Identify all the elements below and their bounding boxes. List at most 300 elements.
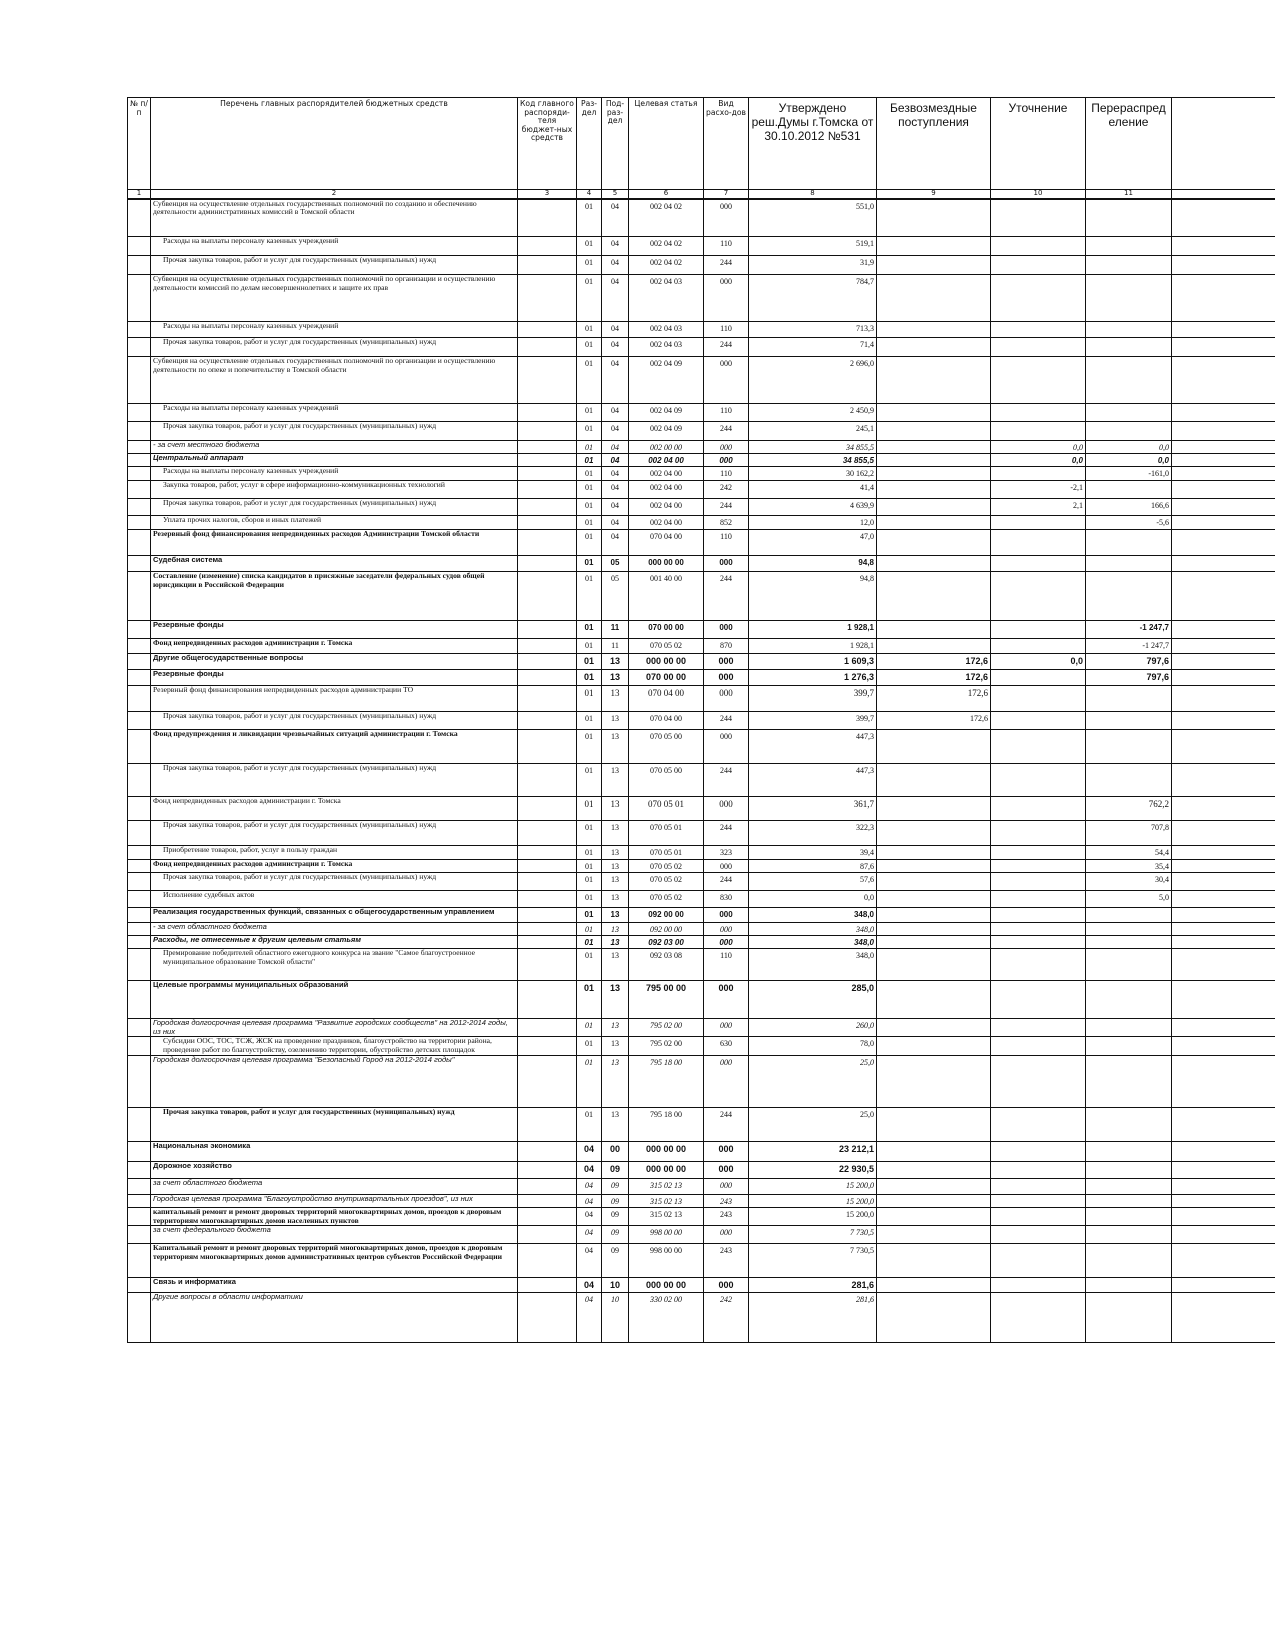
empty-cell — [1172, 1056, 1275, 1108]
table-row — [128, 621, 1275, 639]
row-vid: 243 — [704, 1195, 749, 1208]
empty-cell — [518, 275, 577, 322]
table-row — [128, 1037, 1275, 1056]
row-clarify — [991, 237, 1086, 256]
row-approved: 2 696,0 — [749, 357, 877, 404]
empty-cell — [128, 821, 151, 846]
row-free: 172,6 — [877, 686, 991, 712]
row-razdel: 04 — [577, 1208, 602, 1226]
row-clarify: 0,0 — [991, 441, 1086, 454]
row-razdel: 01 — [577, 654, 602, 670]
header-name: Перечень главных распорядителей бюджетных средств — [151, 98, 518, 190]
row-free — [877, 481, 991, 499]
row-vid: 000 — [704, 1019, 749, 1037]
row-approved: 57,6 — [749, 873, 877, 891]
table-row — [128, 422, 1275, 441]
row-article: 070 05 02 — [629, 860, 704, 873]
table-row — [128, 237, 1275, 256]
row-podrazdel: 04 — [602, 256, 629, 275]
empty-cell — [518, 338, 577, 357]
row-free — [877, 199, 991, 237]
empty-cell — [128, 481, 151, 499]
row-podrazdel: 04 — [602, 338, 629, 357]
row-razdel: 01 — [577, 357, 602, 404]
row-approved: 7 730,5 — [749, 1226, 877, 1244]
row-name: Расходы на выплаты персоналу казенных учреждений — [151, 467, 518, 481]
row-free — [877, 467, 991, 481]
table-body — [128, 199, 1275, 1343]
empty-cell — [1172, 908, 1275, 923]
empty-cell — [128, 797, 151, 821]
row-razdel: 01 — [577, 1056, 602, 1108]
row-clarify — [991, 686, 1086, 712]
row-free: 172,6 — [877, 670, 991, 686]
row-razdel: 01 — [577, 322, 602, 338]
row-name: Фонд непредвиденных расходов администрации г. Томска — [151, 797, 518, 821]
empty-cell — [1172, 860, 1275, 873]
row-article: 002 04 03 — [629, 338, 704, 357]
row-clarify — [991, 639, 1086, 654]
row-free — [877, 499, 991, 516]
row-approved: 1 928,1 — [749, 639, 877, 654]
empty-cell — [518, 981, 577, 1019]
row-redistribution — [1086, 1142, 1172, 1162]
row-razdel: 01 — [577, 481, 602, 499]
row-vid: 244 — [704, 338, 749, 357]
row-redistribution: 30,4 — [1086, 873, 1172, 891]
row-razdel: 01 — [577, 949, 602, 981]
row-podrazdel: 04 — [602, 441, 629, 454]
row-vid: 852 — [704, 516, 749, 530]
empty-cell — [518, 499, 577, 516]
row-razdel: 01 — [577, 499, 602, 516]
row-free — [877, 639, 991, 654]
row-redistribution — [1086, 1195, 1172, 1208]
row-podrazdel: 13 — [602, 846, 629, 860]
row-name: Городская целевая программа "Благоустройство внутриквартальных проездов", из них — [151, 1195, 518, 1208]
row-article: 002 04 00 — [629, 499, 704, 516]
row-free — [877, 1195, 991, 1208]
empty-cell — [518, 1037, 577, 1056]
row-free — [877, 1037, 991, 1056]
row-free: 172,6 — [877, 654, 991, 670]
row-podrazdel: 04 — [602, 530, 629, 556]
row-podrazdel: 13 — [602, 654, 629, 670]
row-clarify — [991, 1019, 1086, 1037]
row-redistribution — [1086, 1244, 1172, 1278]
empty-cell — [1172, 1108, 1275, 1142]
table-row — [128, 730, 1275, 764]
row-redistribution — [1086, 404, 1172, 422]
empty-cell — [128, 237, 151, 256]
row-redistribution — [1086, 923, 1172, 936]
empty-cell — [518, 256, 577, 275]
row-name: Закупка товаров, работ, услуг в сфере информационно-коммуникационных технологий — [151, 481, 518, 499]
empty-cell — [518, 199, 577, 237]
row-razdel: 01 — [577, 891, 602, 908]
row-razdel: 01 — [577, 846, 602, 860]
empty-cell — [128, 441, 151, 454]
row-redistribution: -5,6 — [1086, 516, 1172, 530]
table-row — [128, 1108, 1275, 1142]
table-row — [128, 1195, 1275, 1208]
row-vid: 000 — [704, 797, 749, 821]
row-podrazdel: 09 — [602, 1226, 629, 1244]
empty-cell — [128, 1142, 151, 1162]
row-redistribution: -1 247,7 — [1086, 621, 1172, 639]
row-article: 092 03 08 — [629, 949, 704, 981]
row-podrazdel: 13 — [602, 821, 629, 846]
row-clarify — [991, 256, 1086, 275]
row-approved: 1 276,3 — [749, 670, 877, 686]
row-approved: 22 930,5 — [749, 1162, 877, 1179]
empty-cell — [518, 670, 577, 686]
row-article: 070 05 01 — [629, 797, 704, 821]
row-vid: 000 — [704, 621, 749, 639]
table-row — [128, 891, 1275, 908]
table-row — [128, 639, 1275, 654]
row-clarify — [991, 199, 1086, 237]
empty-cell — [518, 821, 577, 846]
row-razdel: 01 — [577, 572, 602, 621]
row-redistribution: -161,0 — [1086, 467, 1172, 481]
empty-cell — [128, 1019, 151, 1037]
row-razdel: 04 — [577, 1293, 602, 1343]
row-podrazdel: 13 — [602, 670, 629, 686]
empty-cell — [1172, 654, 1275, 670]
row-free — [877, 1142, 991, 1162]
row-podrazdel: 04 — [602, 467, 629, 481]
empty-cell — [128, 338, 151, 357]
empty-cell — [518, 873, 577, 891]
table-row — [128, 764, 1275, 797]
empty-cell — [1172, 1019, 1275, 1037]
row-podrazdel: 09 — [602, 1162, 629, 1179]
row-vid: 244 — [704, 256, 749, 275]
column-number: 11 — [1086, 190, 1172, 199]
row-podrazdel: 04 — [602, 322, 629, 338]
row-clarify — [991, 1179, 1086, 1195]
empty-cell — [1172, 891, 1275, 908]
empty-cell — [1172, 516, 1275, 530]
row-podrazdel: 04 — [602, 499, 629, 516]
row-redistribution: 762,2 — [1086, 797, 1172, 821]
row-free — [877, 1162, 991, 1179]
row-name: Субсидии ООС, ТОС, ТСЖ, ЖСК на проведение праздников, благоустройство на территории района, проведение работ по благоустройству, озеленению территории, обустройство детских площадок — [151, 1037, 518, 1056]
row-podrazdel: 04 — [602, 454, 629, 467]
empty-cell — [518, 639, 577, 654]
row-article: 002 04 00 — [629, 454, 704, 467]
column-number: 10 — [991, 190, 1086, 199]
row-approved: 87,6 — [749, 860, 877, 873]
row-razdel: 04 — [577, 1179, 602, 1195]
row-name: Уплата прочих налогов, сборов и иных платежей — [151, 516, 518, 530]
row-clarify — [991, 1142, 1086, 1162]
row-name: Расходы на выплаты персоналу казенных учреждений — [151, 404, 518, 422]
row-razdel: 04 — [577, 1195, 602, 1208]
row-article: 998 00 00 — [629, 1244, 704, 1278]
empty-cell — [128, 256, 151, 275]
row-redistribution — [1086, 357, 1172, 404]
row-approved: 322,3 — [749, 821, 877, 846]
table-row — [128, 936, 1275, 949]
table-row — [128, 923, 1275, 936]
row-razdel: 04 — [577, 1226, 602, 1244]
empty-cell — [128, 499, 151, 516]
row-clarify — [991, 712, 1086, 730]
row-approved: 31,9 — [749, 256, 877, 275]
row-razdel: 01 — [577, 621, 602, 639]
column-number: 3 — [518, 190, 577, 199]
table-row — [128, 873, 1275, 891]
table-row — [128, 1019, 1275, 1037]
row-approved: 23 212,1 — [749, 1142, 877, 1162]
row-redistribution — [1086, 1037, 1172, 1056]
empty-cell — [1172, 441, 1275, 454]
empty-cell — [1172, 1226, 1275, 1244]
row-redistribution — [1086, 764, 1172, 797]
row-approved: 34 855,5 — [749, 441, 877, 454]
empty-cell — [128, 404, 151, 422]
row-podrazdel: 04 — [602, 404, 629, 422]
table-row — [128, 338, 1275, 357]
row-clarify — [991, 949, 1086, 981]
row-vid: 870 — [704, 639, 749, 654]
row-free — [877, 422, 991, 441]
row-free — [877, 530, 991, 556]
header-clarify: Уточнение — [991, 98, 1086, 190]
row-redistribution — [1086, 981, 1172, 1019]
row-razdel: 01 — [577, 1019, 602, 1037]
row-approved: 12,0 — [749, 516, 877, 530]
row-razdel: 01 — [577, 821, 602, 846]
row-approved: 7 730,5 — [749, 1244, 877, 1278]
row-razdel: 04 — [577, 1278, 602, 1293]
row-podrazdel: 13 — [602, 1056, 629, 1108]
empty-cell — [128, 1278, 151, 1293]
row-name: Городская долгосрочная целевая программа "Безопасный Город на 2012-2014 годы" — [151, 1056, 518, 1108]
row-podrazdel: 13 — [602, 981, 629, 1019]
row-podrazdel: 11 — [602, 621, 629, 639]
table-row — [128, 821, 1275, 846]
row-free — [877, 275, 991, 322]
row-clarify — [991, 1056, 1086, 1108]
empty-cell — [1172, 846, 1275, 860]
empty-cell — [1172, 639, 1275, 654]
header-code: Код главного распоряди-теля бюджет-ных средств — [518, 98, 577, 190]
row-article: 000 00 00 — [629, 1278, 704, 1293]
row-redistribution — [1086, 1293, 1172, 1343]
empty-cell — [128, 670, 151, 686]
row-vid: 000 — [704, 1179, 749, 1195]
row-vid: 630 — [704, 1037, 749, 1056]
row-clarify — [991, 1037, 1086, 1056]
row-approved: 15 200,0 — [749, 1208, 877, 1226]
row-vid: 830 — [704, 891, 749, 908]
row-redistribution — [1086, 949, 1172, 981]
empty-cell — [518, 1056, 577, 1108]
empty-cell — [128, 981, 151, 1019]
table-row — [128, 256, 1275, 275]
empty-cell — [1172, 1244, 1275, 1278]
row-clarify — [991, 322, 1086, 338]
table-row — [128, 1208, 1275, 1226]
row-podrazdel: 13 — [602, 1108, 629, 1142]
row-redistribution: 5,0 — [1086, 891, 1172, 908]
table-row — [128, 275, 1275, 322]
row-podrazdel: 04 — [602, 481, 629, 499]
row-razdel: 01 — [577, 1108, 602, 1142]
empty-cell — [1172, 686, 1275, 712]
row-razdel: 01 — [577, 256, 602, 275]
row-name: за счет федерального бюджета — [151, 1226, 518, 1244]
empty-cell — [128, 908, 151, 923]
empty-cell — [518, 322, 577, 338]
row-clarify: 2,1 — [991, 499, 1086, 516]
row-name: Прочая закупка товаров, работ и услуг для государственных (муниципальных) нужд — [151, 873, 518, 891]
row-article: 002 00 00 — [629, 441, 704, 454]
row-free — [877, 1019, 991, 1037]
header-vid: Вид расхо-дов — [704, 98, 749, 190]
row-podrazdel: 09 — [602, 1179, 629, 1195]
row-free — [877, 730, 991, 764]
empty-cell — [128, 873, 151, 891]
empty-cell — [1172, 797, 1275, 821]
row-name: Расходы на выплаты персоналу казенных учреждений — [151, 322, 518, 338]
row-name: за счет областного бюджета — [151, 1179, 518, 1195]
row-approved: 348,0 — [749, 923, 877, 936]
row-podrazdel: 13 — [602, 891, 629, 908]
table-row — [128, 1162, 1275, 1179]
empty-cell — [518, 404, 577, 422]
row-vid: 000 — [704, 1142, 749, 1162]
column-number: 7 — [704, 190, 749, 199]
row-article: 070 04 00 — [629, 530, 704, 556]
empty-cell — [518, 860, 577, 873]
row-article: 315 02 13 — [629, 1179, 704, 1195]
empty-cell — [1172, 730, 1275, 764]
row-podrazdel: 13 — [602, 797, 629, 821]
row-vid: 110 — [704, 467, 749, 481]
row-approved: 30 162,2 — [749, 467, 877, 481]
table-row — [128, 357, 1275, 404]
table-row — [128, 556, 1275, 572]
empty-cell — [1172, 556, 1275, 572]
row-free — [877, 516, 991, 530]
row-clarify — [991, 1226, 1086, 1244]
row-article: 795 18 00 — [629, 1108, 704, 1142]
row-free — [877, 338, 991, 357]
row-vid: 000 — [704, 1226, 749, 1244]
empty-cell — [128, 1226, 151, 1244]
row-approved: 1 609,3 — [749, 654, 877, 670]
empty-cell — [1172, 821, 1275, 846]
empty-cell — [518, 621, 577, 639]
row-approved: 348,0 — [749, 908, 877, 923]
row-redistribution — [1086, 275, 1172, 322]
row-redistribution — [1086, 1162, 1172, 1179]
table-row — [128, 530, 1275, 556]
row-approved: 41,4 — [749, 481, 877, 499]
row-approved: 713,3 — [749, 322, 877, 338]
row-razdel: 01 — [577, 670, 602, 686]
row-article: 795 02 00 — [629, 1019, 704, 1037]
empty-cell — [1172, 712, 1275, 730]
table-row — [128, 1226, 1275, 1244]
row-name: Реализация государственных функций, связанных с общегосударственным управлением — [151, 908, 518, 923]
row-redistribution — [1086, 422, 1172, 441]
row-clarify — [991, 730, 1086, 764]
empty-cell — [1172, 404, 1275, 422]
row-approved: 4 639,9 — [749, 499, 877, 516]
row-clarify — [991, 936, 1086, 949]
empty-cell — [1172, 1179, 1275, 1195]
row-podrazdel: 13 — [602, 686, 629, 712]
row-redistribution: -1 247,7 — [1086, 639, 1172, 654]
row-razdel: 01 — [577, 981, 602, 1019]
row-article: 002 04 00 — [629, 481, 704, 499]
table-row — [128, 981, 1275, 1019]
row-article: 070 05 02 — [629, 639, 704, 654]
row-name: Резервный фонд финансирования непредвиденных расходов Администрации Томской области — [151, 530, 518, 556]
row-redistribution — [1086, 338, 1172, 357]
row-redistribution: 35,4 — [1086, 860, 1172, 873]
row-vid: 244 — [704, 422, 749, 441]
empty-cell — [128, 1208, 151, 1226]
empty-cell — [518, 712, 577, 730]
empty-cell — [1172, 454, 1275, 467]
empty-cell — [128, 1195, 151, 1208]
row-name: Расходы на выплаты персоналу казенных учреждений — [151, 237, 518, 256]
row-free — [877, 891, 991, 908]
row-redistribution — [1086, 481, 1172, 499]
row-approved: 399,7 — [749, 686, 877, 712]
empty-cell — [1172, 1037, 1275, 1056]
row-free — [877, 256, 991, 275]
header-approved: Утверждено реш.Думы г.Томска от 30.10.2012 №531 — [749, 98, 877, 190]
row-razdel: 01 — [577, 686, 602, 712]
empty-cell — [1172, 1208, 1275, 1226]
empty-cell — [518, 530, 577, 556]
table-row — [128, 1244, 1275, 1278]
row-clarify — [991, 981, 1086, 1019]
row-free — [877, 860, 991, 873]
table-row — [128, 1056, 1275, 1108]
row-redistribution: 166,6 — [1086, 499, 1172, 516]
row-clarify — [991, 275, 1086, 322]
row-name: Приобретение товаров, работ, услуг в пользу граждан — [151, 846, 518, 860]
row-approved: 94,8 — [749, 572, 877, 621]
empty-cell — [518, 237, 577, 256]
row-razdel: 01 — [577, 275, 602, 322]
empty-cell — [1172, 357, 1275, 404]
row-approved: 285,0 — [749, 981, 877, 1019]
row-name: Другие вопросы в области информатики — [151, 1293, 518, 1343]
row-approved: 361,7 — [749, 797, 877, 821]
row-redistribution — [1086, 712, 1172, 730]
header-free: Безвозмездные поступления — [877, 98, 991, 190]
row-approved: 447,3 — [749, 730, 877, 764]
row-razdel: 01 — [577, 237, 602, 256]
empty-cell — [128, 422, 151, 441]
row-razdel: 01 — [577, 404, 602, 422]
row-article: 002 04 02 — [629, 237, 704, 256]
row-free — [877, 873, 991, 891]
row-free — [877, 908, 991, 923]
empty-cell — [128, 357, 151, 404]
row-vid: 244 — [704, 764, 749, 797]
row-approved: 784,7 — [749, 275, 877, 322]
